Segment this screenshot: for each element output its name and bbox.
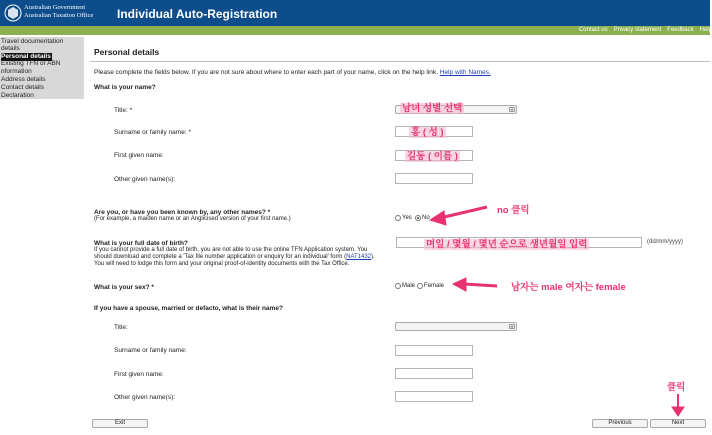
annotation-title-text: 남녀 성별 선택 [402, 103, 463, 114]
annotation-first [405, 148, 460, 162]
first-name-label: First given name: [114, 152, 164, 159]
spouse-title-select[interactable] [395, 322, 517, 331]
other-names-input[interactable] [395, 173, 473, 184]
page-title: Personal details [94, 47, 160, 57]
intro-text [94, 69, 491, 76]
title-label: Title: * [114, 107, 133, 114]
dob-help-3: You will need to lodge this form and your original proof-of-identity documents with the Tax Office. [94, 261, 350, 267]
gov-line-2: Australian Taxation Office [24, 12, 94, 19]
intro-body: Please complete the fields below. If you are not sure about where to enter each part of your name, click on the help link. [94, 69, 438, 76]
sidebar-item-travel-cont[interactable]: details [1, 45, 20, 52]
annotation-first-text: 길동 ( 이름 ) [407, 151, 458, 162]
sex-female-radio[interactable] [417, 283, 423, 289]
sidebar-item-tfn-abn-cont[interactable]: nformation [1, 68, 32, 75]
utility-links [579, 26, 712, 35]
q-other-names-help: (For example, a maiden name or an Anglicised version of your first name.) [94, 216, 291, 222]
app-title: Individual Auto-Registration [117, 7, 278, 21]
spouse-other-input[interactable] [395, 391, 473, 402]
sex-male-label: Male [402, 283, 416, 289]
annotation-surname [409, 124, 446, 138]
surname-label: Surname or family name: * [114, 129, 191, 136]
sex-female-label: Female [424, 283, 445, 289]
annotation-next: 클릭 [667, 382, 686, 393]
annotation-no: no 클릭 [497, 205, 530, 216]
chevron-down-icon: ▾ [510, 324, 513, 329]
spouse-other-label: Other given name(s): [114, 394, 176, 401]
divider [90, 61, 710, 62]
site-header [0, 0, 710, 26]
dob-help-1: If you cannot provide a full date of birth, you are not able to use the online TFN Application system. You [94, 247, 368, 253]
contact-us-link[interactable]: Contact us [578, 27, 608, 33]
spouse-first-label: First given name: [114, 371, 164, 378]
other-names-yes-label: Yes [402, 215, 412, 221]
other-names-no-label: No [422, 215, 430, 221]
main-content [90, 37, 710, 435]
annotation-sex: 남자는 male 여자는 female [511, 282, 626, 293]
sidebar-item-travel[interactable]: Travel documentation [1, 38, 64, 45]
dob-format-hint: (dd/mm/yyyy) [647, 239, 683, 245]
annotation-title [400, 100, 464, 114]
spouse-first-input[interactable] [395, 368, 473, 379]
q-sex: What is your sex? * [94, 284, 154, 291]
sidebar-item-tfn-abn[interactable]: Existing TFN or ABN [1, 60, 61, 67]
sidebar [0, 37, 84, 99]
next-button[interactable]: Next [650, 419, 706, 428]
other-names-label: Other given name(s): [114, 176, 176, 183]
help-with-names-link[interactable]: Help with Names. [439, 69, 491, 76]
q-spouse: If you have a spouse, married or defacto, what is their name? [94, 305, 283, 312]
q-name-heading: What is your name? [94, 84, 156, 91]
privacy-link[interactable]: Privacy statement [613, 27, 662, 33]
nat1432-link[interactable]: NAT1432 [346, 254, 372, 260]
other-names-no-radio[interactable] [415, 215, 421, 221]
spouse-surname-label: Surname or family name: [114, 347, 187, 354]
sidebar-item-declaration[interactable]: Declaration [1, 92, 34, 99]
sidebar-item-personal-details[interactable]: Personal details [1, 53, 51, 60]
gov-line-1: Australian Government [24, 4, 86, 11]
help-link[interactable]: Help [699, 27, 712, 33]
annotation-dob [424, 236, 589, 250]
agency-name [24, 4, 93, 20]
spouse-surname-input[interactable] [395, 345, 473, 356]
dob-help-2-text: should download and complete a 'Tax file number application or enquiry for an individual' form ( [94, 254, 347, 260]
spouse-title-label: Title: [114, 324, 128, 331]
sidebar-item-contact[interactable]: Contact details [1, 84, 44, 91]
feedback-link[interactable]: Feedback [667, 27, 694, 33]
chevron-down-icon: ▾ [510, 107, 513, 112]
dob-help-2b: ). [371, 254, 375, 260]
annotation-dob-text: 며일 / 몇월 / 몇년 순으로 생년월일 입력 [426, 239, 588, 250]
exit-button[interactable]: Exit [92, 419, 148, 428]
q-dob: What is your full date of birth? [94, 240, 188, 247]
coat-of-arms-logo [3, 3, 23, 23]
annotation-surname-text: 홍 ( 성 ) [411, 127, 444, 138]
previous-button[interactable]: Previous [592, 419, 648, 428]
sex-male-radio[interactable] [395, 283, 401, 289]
sidebar-item-address[interactable]: Address details [1, 76, 46, 83]
other-names-yes-radio[interactable] [395, 215, 401, 221]
q-other-names: Are you, or have you been known by, any other names? * [94, 209, 271, 216]
